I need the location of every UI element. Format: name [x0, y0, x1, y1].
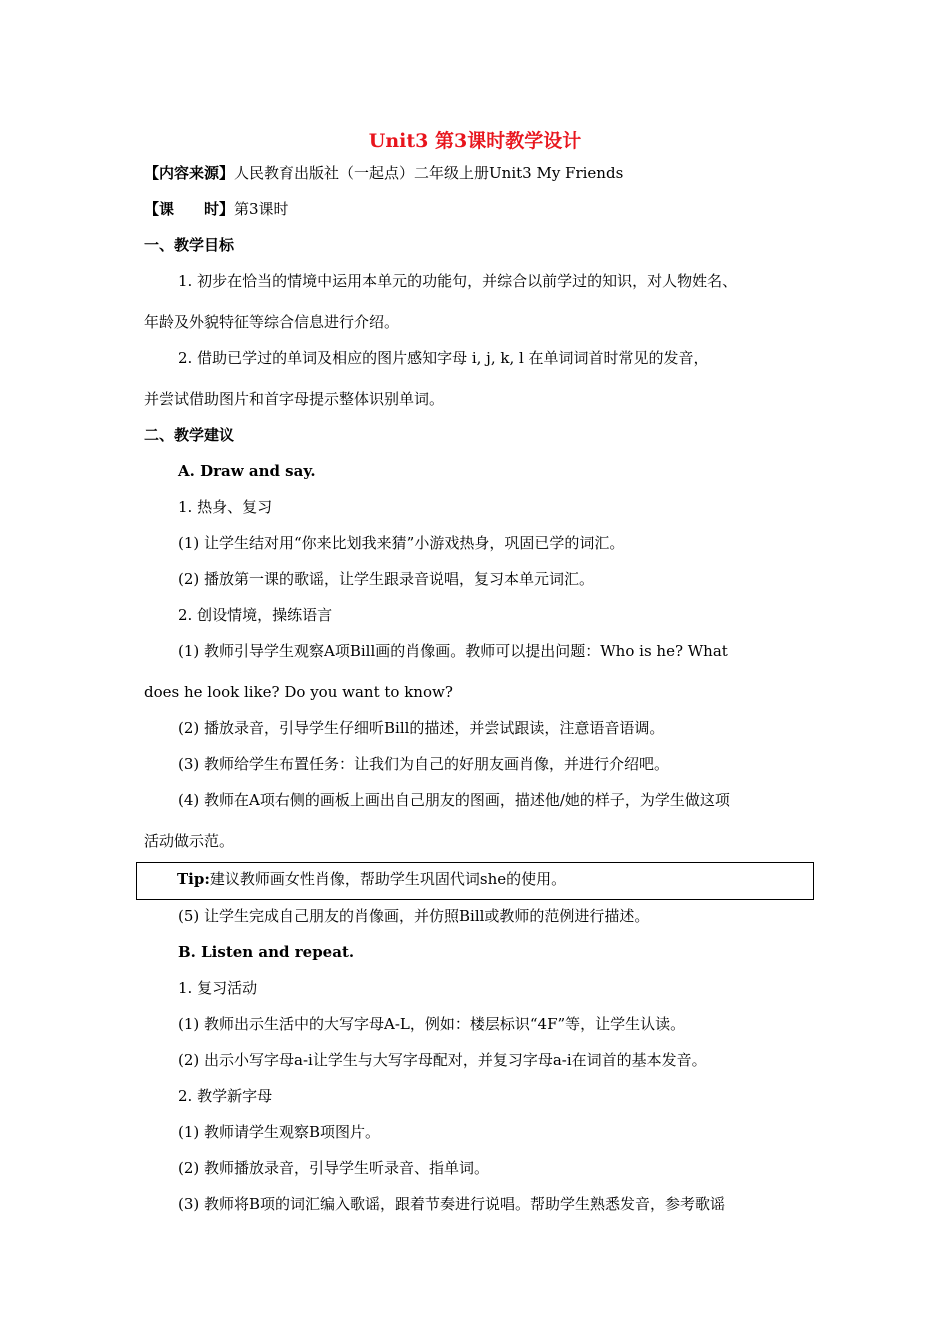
- step-a2-1-line2: does he look like? Do you want to know?: [144, 683, 453, 701]
- step-a2-2: (2) 播放录音，引导学生仔细听Bill的描述，并尝试跟读，注意语音语调。: [178, 719, 665, 737]
- tip-box: [136, 862, 814, 900]
- section2-heading: 二、教学建议: [144, 426, 235, 444]
- step-b2-1: (1) 教师请学生观察B项图片。: [178, 1123, 381, 1141]
- part-a-heading: A. Draw and say.: [178, 462, 316, 480]
- step-a1-1: (1) 让学生结对用“你来比划我来猜”小游戏热身，巩固已学的词汇。: [178, 534, 625, 552]
- source-line: [144, 163, 623, 183]
- period-line: [144, 199, 289, 219]
- goal1-line2: 年龄及外貌特征等综合信息进行介绍。: [144, 313, 400, 331]
- step-a1-2: (2) 播放第一课的歌谣，让学生跟录音说唱，复习本单元词汇。: [178, 570, 595, 588]
- tip-label: Tip:: [177, 870, 210, 888]
- section1-heading: 一、教学目标: [144, 236, 235, 254]
- goal2-line2: 并尝试借助图片和首字母提示整体识别单词。: [144, 390, 445, 408]
- step-b2: 2. 教学新字母: [178, 1087, 273, 1105]
- part-b-heading: B. Listen and repeat.: [178, 943, 355, 961]
- step-a2-3: (3) 教师给学生布置任务：让我们为自己的好朋友画肖像，并进行介绍吧。: [178, 755, 670, 773]
- tip-text: 建议教师画女性肖像，帮助学生巩固代词she的使用。: [209, 870, 567, 888]
- source-label: 【内容来源】: [144, 164, 235, 182]
- step-b1-1: (1) 教师出示生活中的大写字母A-L，例如：楼层标识“4F”等，让学生认读。: [178, 1015, 686, 1033]
- step-a2: 2. 创设情境，操练语言: [178, 606, 333, 624]
- goal2-line1: 2. 借助已学过的单词及相应的图片感知字母 i, j, k, l 在单词词首时常见的发音，: [178, 349, 709, 367]
- source-value: 人民教育出版社（一起点）二年级上册Unit3 My Friends: [234, 164, 624, 182]
- step-b1: 1. 复习活动: [178, 979, 258, 997]
- step-a2-4-line1: (4) 教师在A项右侧的画板上画出自己朋友的图画，描述他/她的样子，为学生做这项: [178, 791, 730, 809]
- document-title: Unit3 第3课时教学设计: [368, 130, 582, 152]
- period-label: 【课 时】: [144, 200, 235, 218]
- step-b2-2: (2) 教师播放录音，引导学生听录音、指单词。: [178, 1159, 490, 1177]
- step-a2-1-line1: (1) 教师引导学生观察A项Bill画的肖像画。教师可以提出问题：Who is he? What: [178, 642, 728, 660]
- step-a2-5: (5) 让学生完成自己朋友的肖像画，并仿照Bill或教师的范例进行描述。: [178, 907, 650, 925]
- goal1-line1: 1. 初步在恰当的情境中运用本单元的功能句，并综合以前学过的知识，对人物姓名、: [178, 272, 738, 290]
- tip-line: [177, 869, 566, 889]
- step-b2-3: (3) 教师将B项的词汇编入歌谣，跟着节奏进行说唱。帮助学生熟悉发音，参考歌谣: [178, 1195, 726, 1213]
- period-value: 第3课时: [234, 200, 289, 218]
- step-a1: 1. 热身、复习: [178, 498, 273, 516]
- step-b1-2: (2) 出示小写字母a-i让学生与大写字母配对，并复习字母a-i在词首的基本发音。: [178, 1051, 707, 1069]
- step-a2-4-line2: 活动做示范。: [144, 832, 235, 850]
